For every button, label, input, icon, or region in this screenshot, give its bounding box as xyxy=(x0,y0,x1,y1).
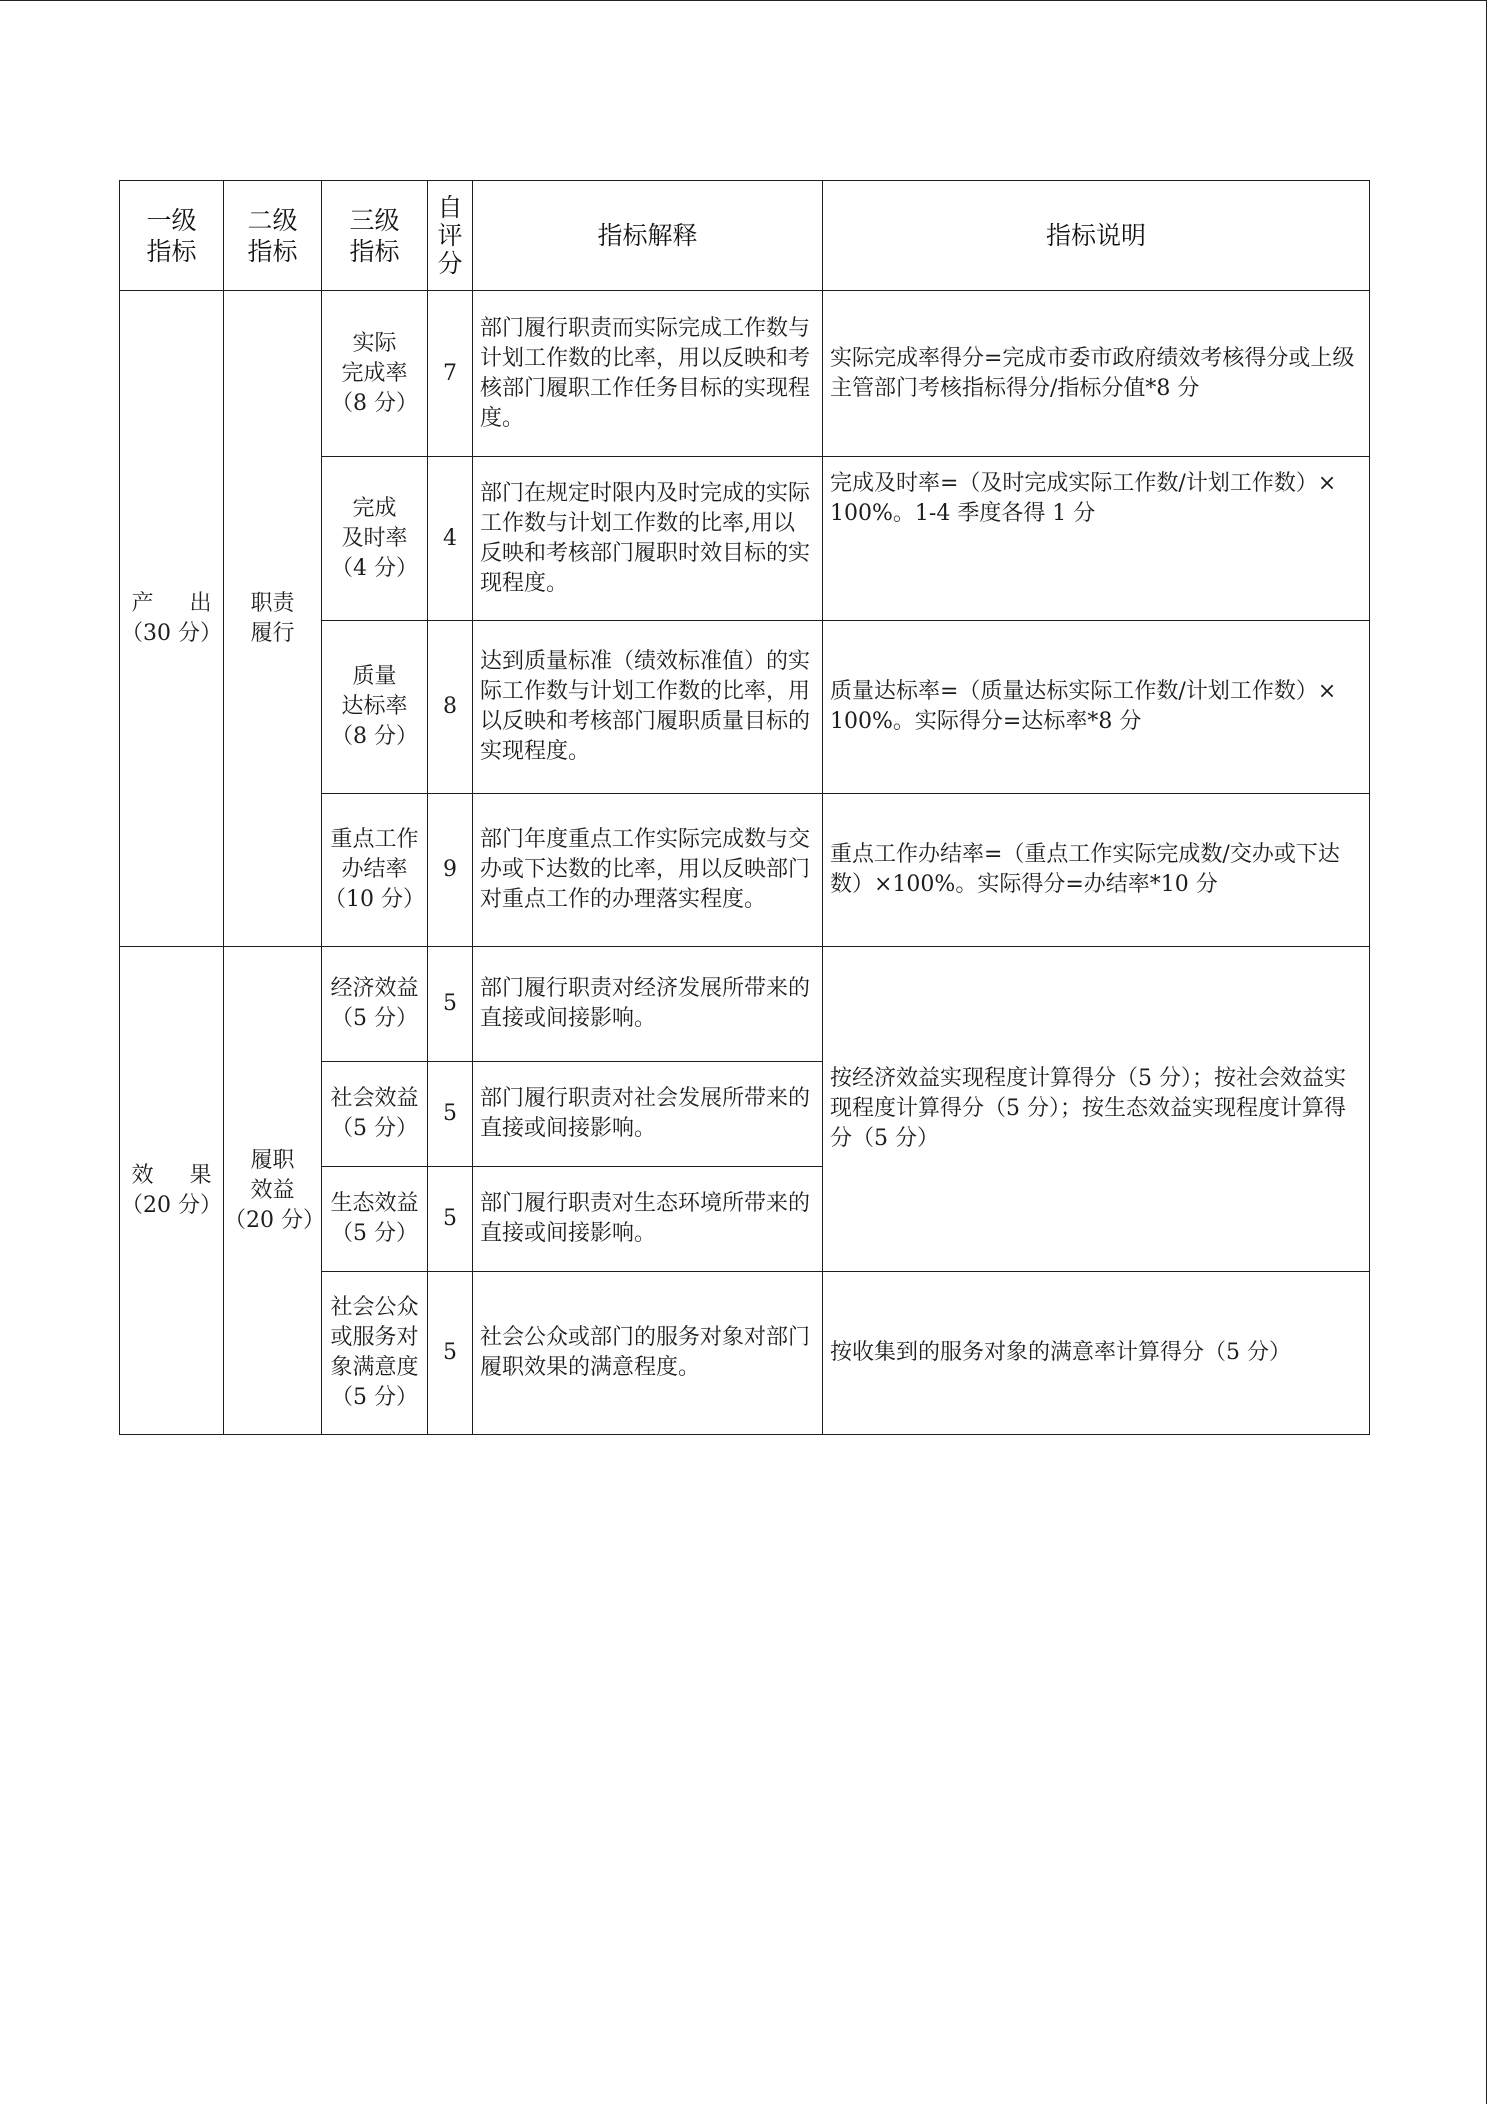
header-level1-indicator: 一级 指标 xyxy=(120,181,224,291)
self-score: 5 xyxy=(428,1062,473,1167)
table-row xyxy=(120,947,1370,1062)
indicator-description: 重点工作办结率=（重点工作实际完成数/交办或下达 数）×100%。实际得分=办结率*10 分 xyxy=(823,794,1370,947)
level3-indicator-max-score: （5 分） xyxy=(331,1221,418,1246)
level2-indicator-score: （20 分） xyxy=(224,1207,325,1233)
indicator-explanation: 达到质量标准（绩效标准值）的实 际工作数与计划工作数的比率，用 以反映和考核部门履职质量目标的 实现程度。 xyxy=(473,621,823,794)
level1-indicator-score: （20 分） xyxy=(121,1192,222,1218)
level3-indicator-max-score: （10 分） xyxy=(324,887,425,912)
level3-indicator-cell xyxy=(322,291,428,457)
level2-indicator-cell xyxy=(224,947,325,1435)
level3-indicator-max-score: （8 分） xyxy=(331,724,418,749)
table-header-row xyxy=(120,181,1370,291)
indicator-description: 实际完成率得分=完成市委市政府绩效考核得分或上级 主管部门考核指标得分/指标分值*8 分 xyxy=(823,291,1370,457)
indicator-explanation: 部门履行职责对社会发展所带来的 直接或间接影响。 xyxy=(473,1062,823,1167)
level2-indicator-name: 职责 履行 xyxy=(250,590,295,646)
self-score: 5 xyxy=(428,1272,473,1435)
level3-indicator-cell xyxy=(322,621,428,794)
header-description: 指标说明 xyxy=(823,181,1370,291)
self-score: 8 xyxy=(428,621,473,794)
level3-indicator-cell xyxy=(322,947,428,1062)
table-row xyxy=(120,291,1370,457)
header-explanation: 指标解释 xyxy=(473,181,823,291)
indicator-description: 质量达标率=（质量达标实际工作数/计划工作数）× 100%。实际得分=达标率*8 分 xyxy=(823,621,1370,794)
performance-indicator-table xyxy=(119,180,1370,1435)
indicator-explanation: 部门履行职责对经济发展所带来的 直接或间接影响。 xyxy=(473,947,823,1062)
level3-indicator-name: 完成 及时率 xyxy=(341,495,408,551)
header-self-score: 自 评 分 xyxy=(428,181,473,291)
indicator-explanation: 社会公众或部门的服务对象对部门 履职效果的满意程度。 xyxy=(473,1272,823,1435)
level2-indicator-cell xyxy=(224,291,322,947)
level3-indicator-name: 生态效益 xyxy=(330,1191,419,1216)
indicator-description: 按收集到的服务对象的满意率计算得分（5 分） xyxy=(823,1272,1370,1435)
level3-indicator-name: 实际 完成率 xyxy=(341,330,408,386)
level1-indicator-name: 产 出 xyxy=(131,590,212,616)
level3-indicator-name: 社会效益 xyxy=(330,1086,419,1111)
level3-indicator-max-score: （8 分） xyxy=(331,390,418,416)
self-score: 9 xyxy=(428,794,473,947)
level1-indicator-cell xyxy=(120,291,224,947)
level3-indicator-name: 质量 达标率 xyxy=(341,664,408,719)
self-score: 5 xyxy=(428,947,473,1062)
level3-indicator-max-score: （5 分） xyxy=(331,1006,418,1031)
indicator-explanation: 部门履行职责对生态环境所带来的 直接或间接影响。 xyxy=(473,1167,823,1272)
self-score: 7 xyxy=(428,291,473,457)
header-level3-indicator: 三级 指标 xyxy=(322,181,428,291)
level1-indicator-score: （30 分） xyxy=(121,620,222,646)
indicator-explanation: 部门年度重点工作实际完成数与交 办或下达数的比率，用以反映部门 对重点工作的办理落实程度。 xyxy=(473,794,823,947)
level3-indicator-max-score: （5 分） xyxy=(331,1385,418,1410)
level3-indicator-name: 经济效益 xyxy=(330,976,419,1001)
self-score: 4 xyxy=(428,457,473,621)
indicator-description-shared: 按经济效益实现程度计算得分（5 分）；按社会效益实 现程度计算得分（5 分）；按生态效益实现程度计算得 分（5 分） xyxy=(823,947,1370,1272)
self-score: 5 xyxy=(428,1167,473,1272)
level3-indicator-name: 社会公众 或服务对 象满意度 xyxy=(330,1295,419,1380)
level1-indicator-cell xyxy=(120,947,224,1435)
level3-indicator-cell xyxy=(322,794,428,947)
level1-indicator-name: 效 果 xyxy=(131,1162,212,1188)
level3-indicator-name: 重点工作 办结率 xyxy=(330,827,419,882)
level2-indicator-name: 履职 效益 xyxy=(250,1147,295,1203)
level3-indicator-max-score: （4 分） xyxy=(331,555,418,581)
header-level2-indicator: 二级 指标 xyxy=(224,181,322,291)
indicator-explanation: 部门在规定时限内及时完成的实际 工作数与计划工作数的比率,用以 反映和考核部门履职时效目标的实 现程度。 xyxy=(473,457,823,621)
level3-indicator-cell xyxy=(322,457,428,621)
indicator-explanation: 部门履行职责而实际完成工作数与 计划工作数的比率，用以反映和考 核部门履职工作任务目标的实现程 度。 xyxy=(473,291,823,457)
level3-indicator-cell xyxy=(322,1167,428,1272)
indicator-description: 完成及时率=（及时完成实际工作数/计划工作数）× 100%。1-4 季度各得 1 分 xyxy=(823,457,1370,621)
level3-indicator-max-score: （5 分） xyxy=(331,1116,418,1141)
level3-indicator-cell xyxy=(322,1062,428,1167)
level3-indicator-cell xyxy=(322,1272,428,1435)
